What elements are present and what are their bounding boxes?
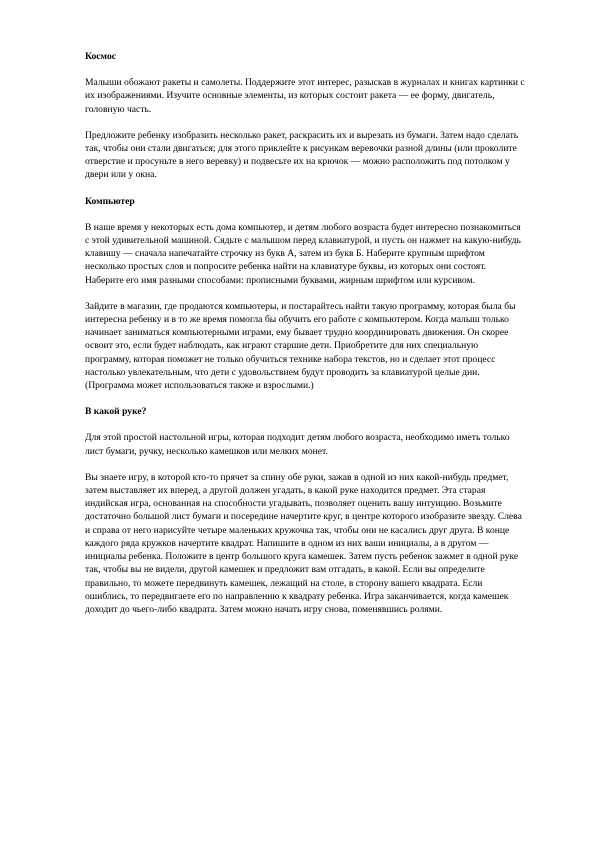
section-heading-which-hand: В какой руке? bbox=[85, 406, 147, 418]
section-heading-kosmos: Космос bbox=[85, 51, 116, 62]
paragraph-kosmos-1: Малыши обожают ракеты и самолеты. Поддержите этот интерес, разыскав в журналах и книгах картинки с их изображениями. Изучите основные элементы, из которых состоит ракета — ее форму, двигатель, головную часть. bbox=[85, 77, 525, 115]
paragraph-which-hand-2: Вы знаете игру, в которой кто-то прячет за спину обе руки, зажав в одной из них какой-нибудь предмет, затем выставляет их вперед, а другой должен угадать, в какой руке находится предмет. Эта старая индийская игра, основанная на способности угадывать, позволяет оценить вашу интуицию. Возьмите достаточно большой лист бумаги и посередине начертите круг, в центре которого изобразите звезду. Слева и справа от него нарисуйте четыре маленьких кружочка так, чтобы они не касались друг друга. В конце каждого ряда кружков начертите квадрат. Напишите в одном из них ваши инициалы, а в другом — инициалы ребенка. Положите в центр большого круга камешек. Затем пусть ребенок зажмет в одной руке так, чтобы вы не видели, другой камешек и предложит вам отгадать, в какой. Если вы определите правильно, то можете передвинуть камешек, лежащий на столе, в сторону вашего квадрата. Если ошиблись, то передвигаете его по направлению к квадрату ребенка. Игра заканчивается, когда камешек доходит до чьего-либо квадрата. Затем можно начать игру снова, поменявшись ролями. bbox=[85, 471, 522, 615]
paragraph-which-hand-1: Для этой простой настольной игры, которая подходит детям любого возраста, необходимо иметь только лист бумаги, ручку, несколько камешков или мелких монет. bbox=[85, 432, 510, 457]
section-heading-computer: Компьютер bbox=[85, 195, 135, 207]
document-page bbox=[85, 50, 525, 629]
paragraph-computer-1: В наше время у некоторых есть дома компьютер, и детям любого возраста будет интересно познакомиться с этой удивительной машиной. Сядьте с малышом перед клавиатурой, и пусть он нажмет на какую-нибудь клавишу — сначала напечатайте строчку из букв А, затем из букв Б. Наберите крупным шрифтом несколько простых слов и попросите ребенка найти на клавиатуре буквы, из которых они состоят. Наберите его имя разными способами: прописными буквами, жирным шрифтом или курсивом. bbox=[85, 221, 521, 286]
paragraph-kosmos-2: Предложите ребенку изобразить несколько ракет, раскрасить их и вырезать из бумаги. Затем надо сделать так, чтобы они стали двигаться; для этого приклейте к рисункам веревочки разной длины (или проколите отверстие и просуньте в него веревку) и подвесьте их на крючок — можно расположить под потолком у двери или у окна. bbox=[85, 129, 519, 181]
paragraph-computer-2: Зайдите в магазин, где продаются компьютеры, и постарайтесь найти такую программу, которая была бы интересна ребенку и в то же время помогла бы обучить его работе с компьютером. Когда малыш только начинает заниматься компьютерными играми, ему бывает трудно координировать движения. Он скорее освоит это, если будет наблюдать, как играют старшие дети. Приобретите для них специальную программу, которая поможет не только обучиться технике набора текстов, но и сделает этот процесс настолько увлекательным, что дети с удовольствием будут проводить за клавиатурой целые дни. (Программа может использоваться также и взрослыми.) bbox=[85, 300, 516, 392]
